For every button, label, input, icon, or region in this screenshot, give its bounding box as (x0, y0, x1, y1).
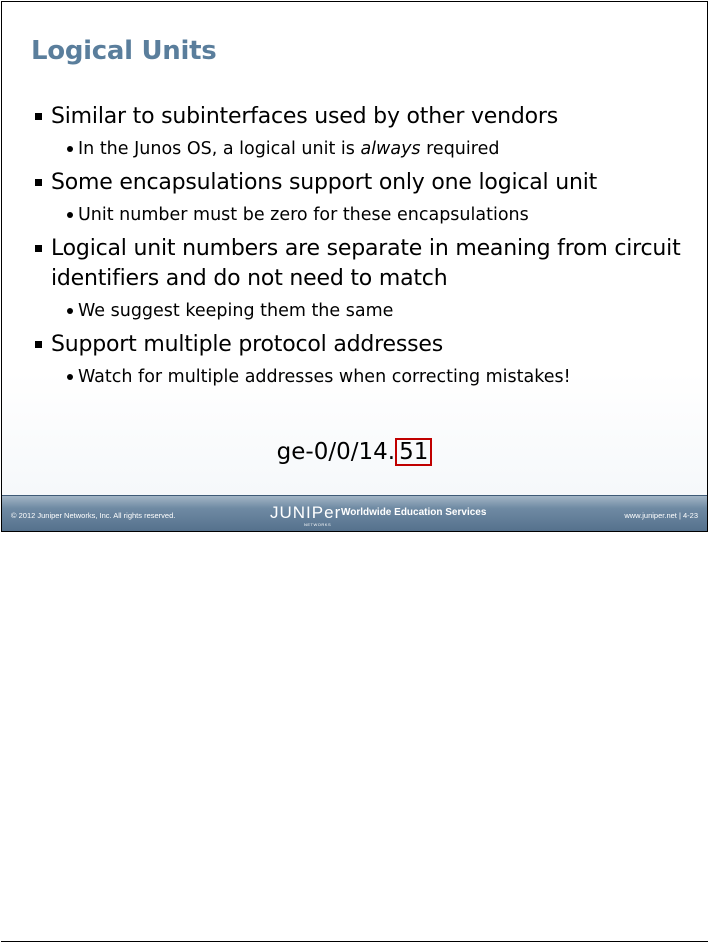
round-bullet-icon (67, 308, 73, 314)
sub-bullet-text-before: In the Junos OS, a logical unit is (78, 139, 361, 159)
sub-bullet-text: We suggest keeping them the same (78, 301, 394, 321)
round-bullet-icon (67, 212, 73, 218)
bullet-text: Logical unit numbers are separate in meaning from circuit identifiers and do not need to match (51, 236, 681, 291)
bullet-item (34, 102, 694, 132)
bullet-text: Support multiple protocol addresses (51, 332, 443, 357)
sub-bullet-text: Watch for multiple addresses when correcting mistakes! (78, 367, 571, 387)
sub-bullet-item (22, 204, 694, 226)
sub-bullet-emphasis: always (360, 139, 421, 159)
footer-url-page-number: www.juniper.net | 4-23 (624, 511, 698, 520)
bullet-item (34, 234, 694, 294)
bullet-item (34, 168, 694, 198)
square-bullet-icon (35, 179, 42, 186)
bullet-text: Some encapsulations support only one logical unit (51, 170, 598, 195)
interface-name-prefix: ge-0/0/14. (276, 439, 396, 465)
sub-bullet-item (22, 366, 694, 388)
sub-bullet-item (22, 300, 694, 322)
bullet-item (34, 330, 694, 360)
square-bullet-icon (35, 341, 42, 348)
square-bullet-icon (35, 113, 42, 120)
footer-tagline: Worldwide Education Services (341, 507, 487, 518)
sub-bullet-text-after: required (420, 139, 500, 159)
juniper-logo: JUNIPer (270, 503, 342, 522)
copyright-text: © 2012 Juniper Networks, Inc. All rights reserved. (11, 511, 176, 520)
slide-footer (2, 495, 707, 531)
square-bullet-icon (35, 245, 42, 252)
sub-bullet-text: Unit number must be zero for these encapsulations (78, 205, 529, 225)
interface-example (2, 438, 707, 466)
slide-title: Logical Units (31, 36, 217, 66)
page-bottom-rule (1, 941, 708, 942)
logical-unit-number: 51 (395, 438, 432, 466)
sub-bullet-item (22, 138, 694, 160)
round-bullet-icon (67, 374, 73, 380)
round-bullet-icon (67, 146, 73, 152)
bullet-list (34, 102, 694, 396)
bullet-text: Similar to subinterfaces used by other vendors (51, 104, 558, 129)
slide (1, 1, 708, 532)
juniper-logo-subtext: NETWORKS (304, 522, 332, 527)
